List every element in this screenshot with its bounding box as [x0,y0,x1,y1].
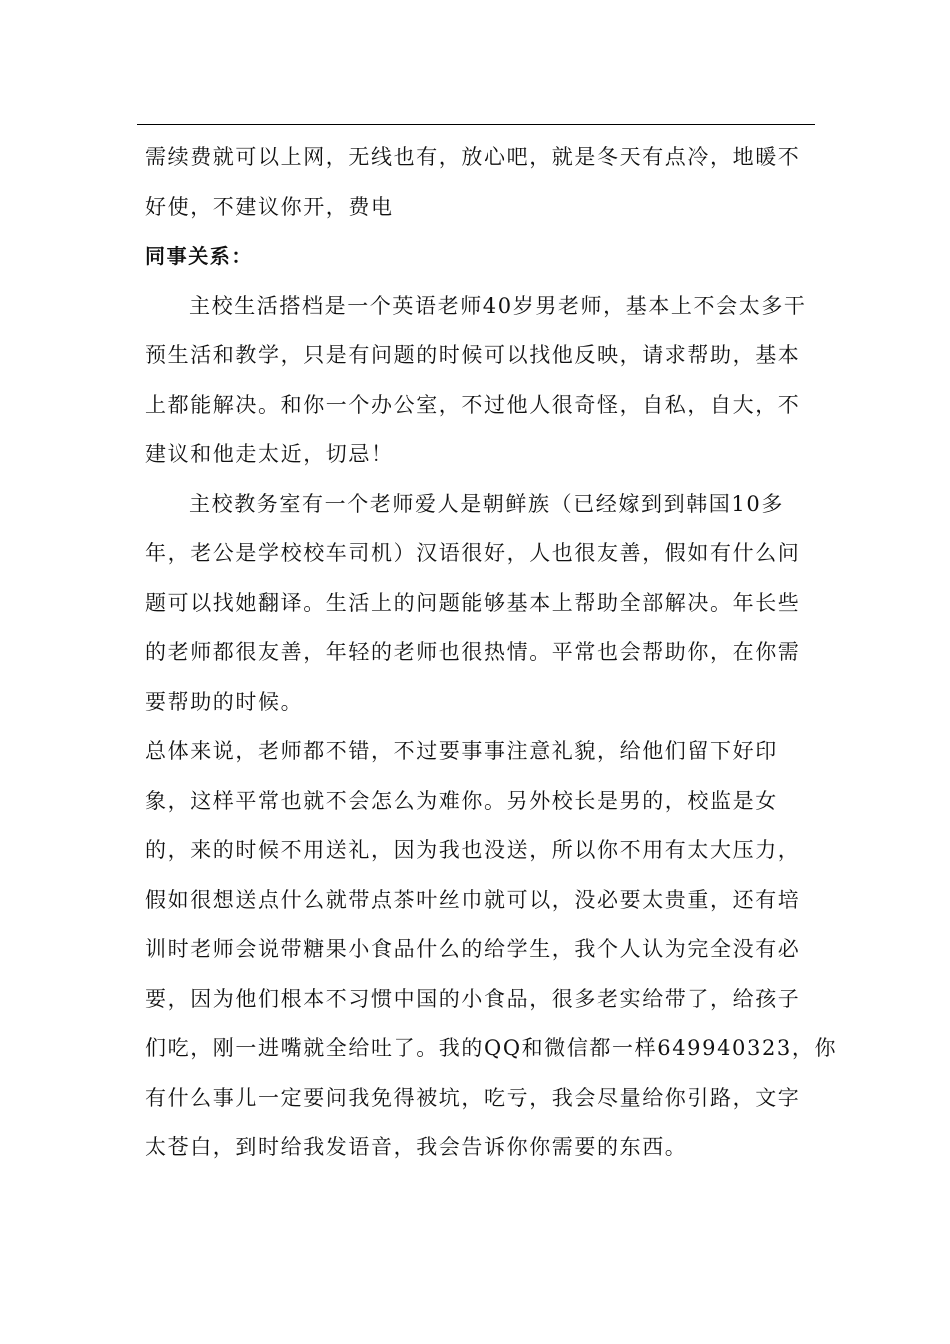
text-line: 上都能解决。和你一个办公室，不过他人很奇怪，自私，自大，不 [145,392,801,417]
text-line: 年，老公是学校校车司机）汉语很好，人也很友善，假如有什么问 [145,541,801,565]
paragraph-partner [145,282,810,480]
text-line: 总体来说，老师都不错，不过要事事注意礼貌，给他们留下好印 [145,739,778,763]
text-line: 题可以找她翻译。生活上的问题能够基本上帮助全部解决。年长些 [145,590,801,615]
text-line: 训时老师会说带糖果小食品什么的给学生，我个人认为完全没有必 [145,937,801,961]
text-line: 主校教务室有一个老师爱人是朝鲜族（已经嫁到到韩国10多 [189,491,784,516]
text-line: 有什么事儿一定要问我免得被坑，吃亏，我会尽量给你引路，文字 [145,1085,801,1110]
text-line: 象，这样平常也就不会怎么为难你。另外校长是男的，校监是女 [145,788,778,813]
text-line: 主校生活搭档是一个英语老师40岁男老师，基本上不会太多干 [189,293,807,318]
text-line: 要帮助的时候。 [145,689,304,714]
text-line: 们吃，刚一进嘴就全给吐了。我的QQ和微信都一样649940323，你 [145,1036,838,1060]
document-body [145,133,838,1173]
text-line: 太苍白，到时给我发语音，我会告诉你你需要的东西。 [145,1135,688,1159]
text-line: 好使，不建议你开，费电 [145,194,394,219]
paragraph-summary [145,727,838,1173]
text-line: 建议和他走太近，切忌！ [145,442,394,466]
section-heading: 同事关系： [145,244,253,268]
text-line: 的，来的时候不用送礼，因为我也没送，所以你不用有太大压力， [145,838,801,862]
intro-paragraph [145,133,810,232]
text-line: 预生活和教学，只是有问题的时候可以找他反映，请求帮助，基本 [145,343,801,367]
header-rule [137,124,815,125]
text-line: 假如很想送点什么就带点茶叶丝巾就可以，没必要太贵重，还有培 [145,887,801,912]
text-line: 需续费就可以上网，无线也有，放心吧，就是冬天有点冷，地暖不 [145,145,801,169]
text-line: 的老师都很友善，年轻的老师也很热情。平常也会帮助你，在你需 [145,640,801,664]
paragraph-academic-office [145,480,810,728]
text-line: 要，因为他们根本不习惯中国的小食品，很多老实给带了，给孩子 [145,986,801,1011]
